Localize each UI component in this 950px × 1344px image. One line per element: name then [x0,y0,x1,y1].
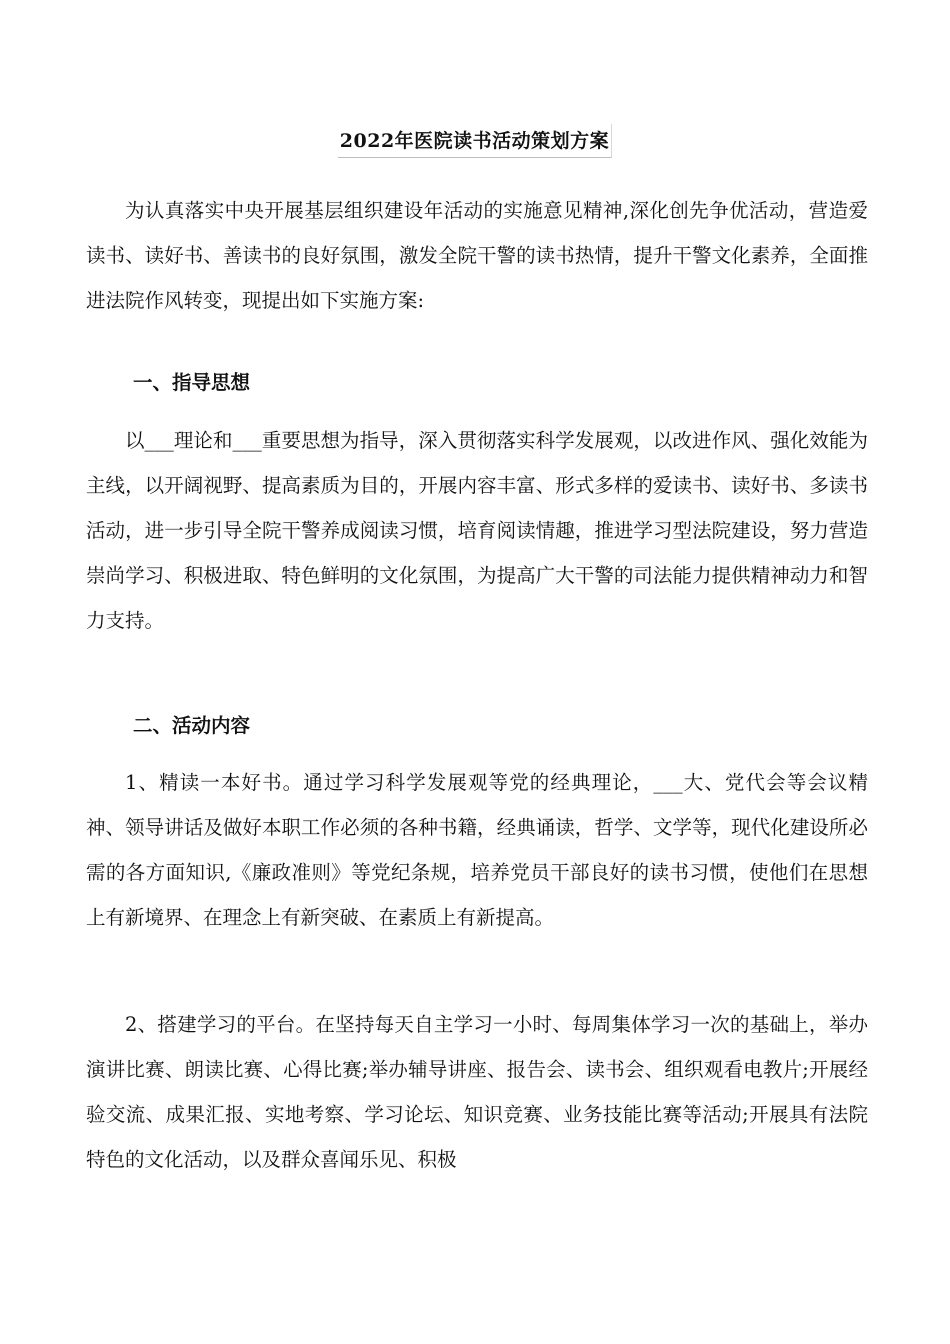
intro-paragraph-block [86,188,868,323]
document-title: 2022年医院读书活动策划方案 [338,124,612,158]
activity-item-1-block [86,760,868,940]
section-heading-guiding-ideology: 一、指导思想 [133,371,251,394]
title-container [0,124,950,158]
guiding-ideology-paragraph: 以___理论和___重要思想为指导，深入贯彻落实科学发展观，以改进作风、强化效能为主线，以开阔视野、提高素质为目的，开展内容丰富、形式多样的爱读书、读好书、多读书活动，进一步引导全院干警养成阅读习惯，培育阅读情趣，推进学习型法院建设，努力营造崇尚学习、积极进取、特色鲜明的文化氛围，为提高广大干警的司法能力提供精神动力和智力支持。 [86,429,868,632]
activity-item-2-block [86,1002,868,1182]
guiding-ideology-block [86,418,868,643]
intro-paragraph: 为认真落实中央开展基层组织建设年活动的实施意见精神,深化创先争优活动，营造爱读书、读好书、善读书的良好氛围，激发全院干警的读书热情，提升干警文化素养，全面推进法院作风转变，现提出如下实施方案: [86,199,868,312]
activity-item-1-paragraph: 1、精读一本好书。通过学习科学发展观等党的经典理论，___大、党代会等会议精神、领导讲话及做好本职工作必须的各种书籍，经典诵读，哲学、文学等，现代化建设所必需的各方面知识,《廉政准则》等党纪条规，培养党员干部良好的读书习惯，使他们在思想上有新境界、在理念上有新突破、在素质上有新提高。 [86,771,868,929]
activity-item-2-paragraph: 2、搭建学习的平台。在坚持每天自主学习一小时、每周集体学习一次的基础上，举办演讲比赛、朗读比赛、心得比赛;举办辅导讲座、报告会、读书会、组织观看电教片;开展经验交流、成果汇报、实地考察、学习论坛、知识竞赛、业务技能比赛等活动;开展具有法院特色的文化活动，以及群众喜闻乐见、积极 [86,1013,868,1171]
section-heading-activity-content: 二、活动内容 [133,714,251,737]
